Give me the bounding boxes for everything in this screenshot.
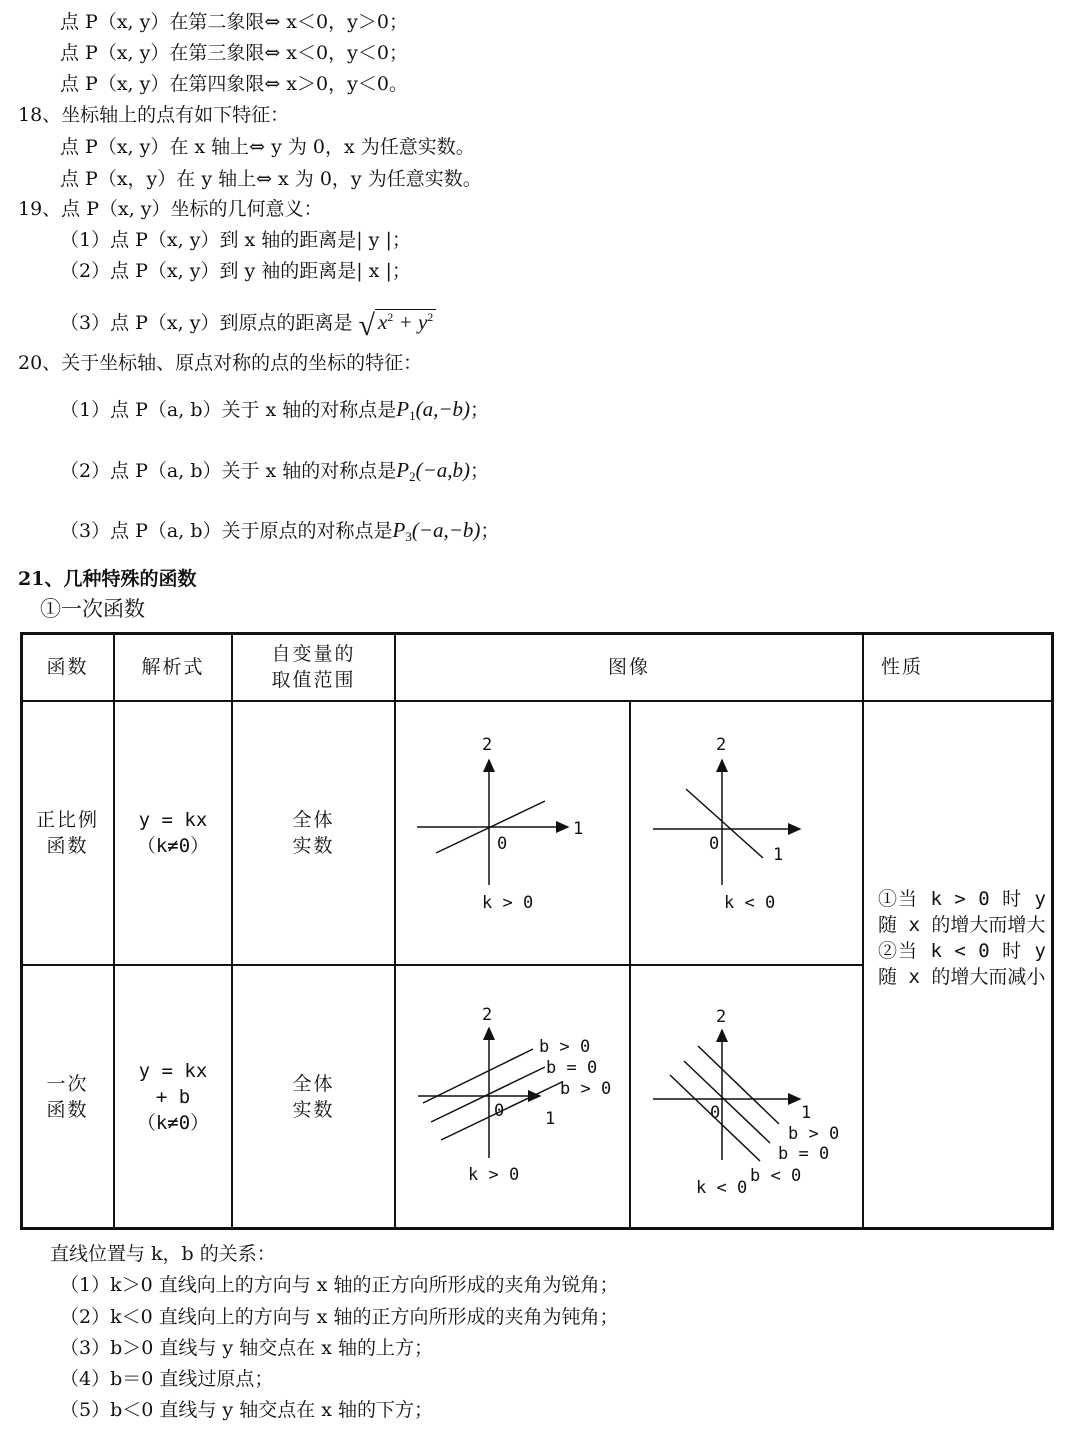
header-property: 性质 bbox=[880, 656, 923, 678]
symmetry-text: （2）点 P（a, b）关于 x 轴的对称点是 bbox=[60, 460, 397, 482]
point-subscript: 2 bbox=[409, 469, 416, 484]
point-subscript: 1 bbox=[409, 408, 416, 423]
text-line: 点 P（x, y）在 x 轴上⇔ y 为 0，x 为任意实数。 bbox=[60, 136, 475, 158]
point-symbol: P bbox=[396, 458, 410, 482]
origin-label: 0 bbox=[497, 834, 508, 854]
relation-item: （4）b＝0 直线过原点； bbox=[60, 1368, 274, 1390]
point-coords: (−a,−b) bbox=[411, 518, 481, 542]
origin-label: 0 bbox=[710, 1103, 721, 1123]
punct: ； bbox=[470, 399, 490, 421]
function-line bbox=[423, 1049, 533, 1103]
y-axis-label: 2 bbox=[482, 735, 493, 755]
punct: ； bbox=[480, 520, 500, 542]
symmetry-text: （3）点 P（a, b）关于原点的对称点是 bbox=[60, 520, 393, 542]
section-19-title: 19、点 P（x, y）坐标的几何意义： bbox=[18, 198, 323, 220]
x-axis-label: 1 bbox=[573, 819, 584, 839]
text-line: 点 P（x，y）在 y 轴上⇔ x 为 0，y 为任意实数。 bbox=[60, 168, 482, 190]
x-axis-label: 1 bbox=[773, 845, 784, 865]
row1-name: 正比例 函数 bbox=[35, 809, 99, 857]
point-subscript: 3 bbox=[405, 529, 412, 544]
point-symbol: P bbox=[392, 518, 406, 542]
b-label: b < 0 bbox=[750, 1166, 802, 1186]
section-21-subtitle: ①一次函数 bbox=[40, 597, 145, 621]
text-line: 点 P（x, y）在第四象限⇔ x＞0，y＜0。 bbox=[60, 73, 408, 95]
sqrt-expression: √ $x^2 + y^2$ bbox=[359, 304, 437, 339]
relation-item: （2）k＜0 直线向上的方向与 x 轴的正方向所形成的夹角为钝角； bbox=[60, 1306, 619, 1328]
point-coords: (a,−b) bbox=[415, 397, 471, 421]
header-domain: 自变量的 取值范围 bbox=[271, 643, 356, 691]
y-axis-label: 2 bbox=[716, 1007, 727, 1027]
point-symbol: P bbox=[396, 397, 410, 421]
x-axis-label: 1 bbox=[801, 1103, 812, 1123]
relation-title: 直线位置与 k，b 的关系： bbox=[50, 1243, 276, 1265]
row2-domain: 全体 实数 bbox=[292, 1073, 335, 1121]
k-label: k > 0 bbox=[482, 893, 534, 913]
graph-proportional-kpos bbox=[417, 760, 568, 885]
relation-item: （1）k＞0 直线向上的方向与 x 轴的正方向所形成的夹角为锐角； bbox=[60, 1274, 619, 1296]
text-line: （1）点 P（x, y）到 x 轴的距离是| y |； bbox=[60, 229, 411, 251]
x-axis-label: 1 bbox=[545, 1109, 556, 1129]
k-label: k > 0 bbox=[468, 1165, 520, 1185]
y-axis-label: 2 bbox=[482, 1005, 493, 1025]
row2-name: 一次 函数 bbox=[46, 1073, 89, 1121]
origin-label: 0 bbox=[494, 1101, 505, 1121]
function-line bbox=[431, 1067, 545, 1122]
graph-proportional-kneg bbox=[653, 760, 800, 885]
text-line: 点 P（x, y）在第二象限⇔ x＜0，y＞0； bbox=[60, 11, 408, 33]
relation-item: （3）b＞0 直线与 y 轴交点在 x 轴的上方； bbox=[60, 1337, 433, 1359]
header-function: 函数 bbox=[46, 656, 89, 678]
section-18-title: 18、坐标轴上的点有如下特征： bbox=[18, 104, 290, 126]
b-label: b > 0 bbox=[560, 1079, 612, 1099]
row1-formula: y = kx （k≠0） bbox=[136, 809, 210, 857]
relation-item: （5）b＜0 直线与 y 轴交点在 x 轴的下方； bbox=[60, 1399, 433, 1421]
distance-origin-prefix: （3）点 P（x, y）到原点的距离是 bbox=[60, 312, 353, 334]
symmetry-text: （1）点 P（a, b）关于 x 轴的对称点是 bbox=[60, 399, 397, 421]
property-text: ①当 k > 0 时 y 随 x 的增大而增大 ②当 k < 0 时 y 随 x 的增大而减小 bbox=[878, 888, 1046, 988]
b-label: b > 0 bbox=[788, 1124, 840, 1144]
text-line: （2）点 P（x, y）到 y 袖的距离是| x |； bbox=[60, 260, 411, 282]
k-label: k < 0 bbox=[696, 1178, 748, 1198]
b-label: b = 0 bbox=[546, 1058, 598, 1078]
header-formula: 解析式 bbox=[141, 656, 205, 678]
text-line: 点 P（x, y）在第三象限⇔ x＜0，y＜0； bbox=[60, 42, 408, 64]
row1-domain: 全体 实数 bbox=[292, 809, 335, 857]
header-graph: 图像 bbox=[607, 656, 650, 678]
b-label: b > 0 bbox=[539, 1037, 591, 1057]
k-label: k < 0 bbox=[724, 893, 776, 913]
graph-linear-kneg bbox=[653, 1030, 800, 1161]
origin-label: 0 bbox=[709, 834, 720, 854]
punct: ； bbox=[470, 460, 490, 482]
section-21-title: 21、几种特殊的函数 bbox=[18, 568, 197, 590]
row2-formula: y = kx + b （k≠0） bbox=[136, 1060, 210, 1134]
section-20-title: 20、关于坐标轴、原点对称的点的坐标的特征： bbox=[18, 352, 423, 374]
point-coords: (−a,b) bbox=[415, 458, 471, 482]
b-label: b = 0 bbox=[778, 1144, 830, 1164]
y-axis-label: 2 bbox=[716, 735, 727, 755]
function-line bbox=[686, 789, 763, 858]
